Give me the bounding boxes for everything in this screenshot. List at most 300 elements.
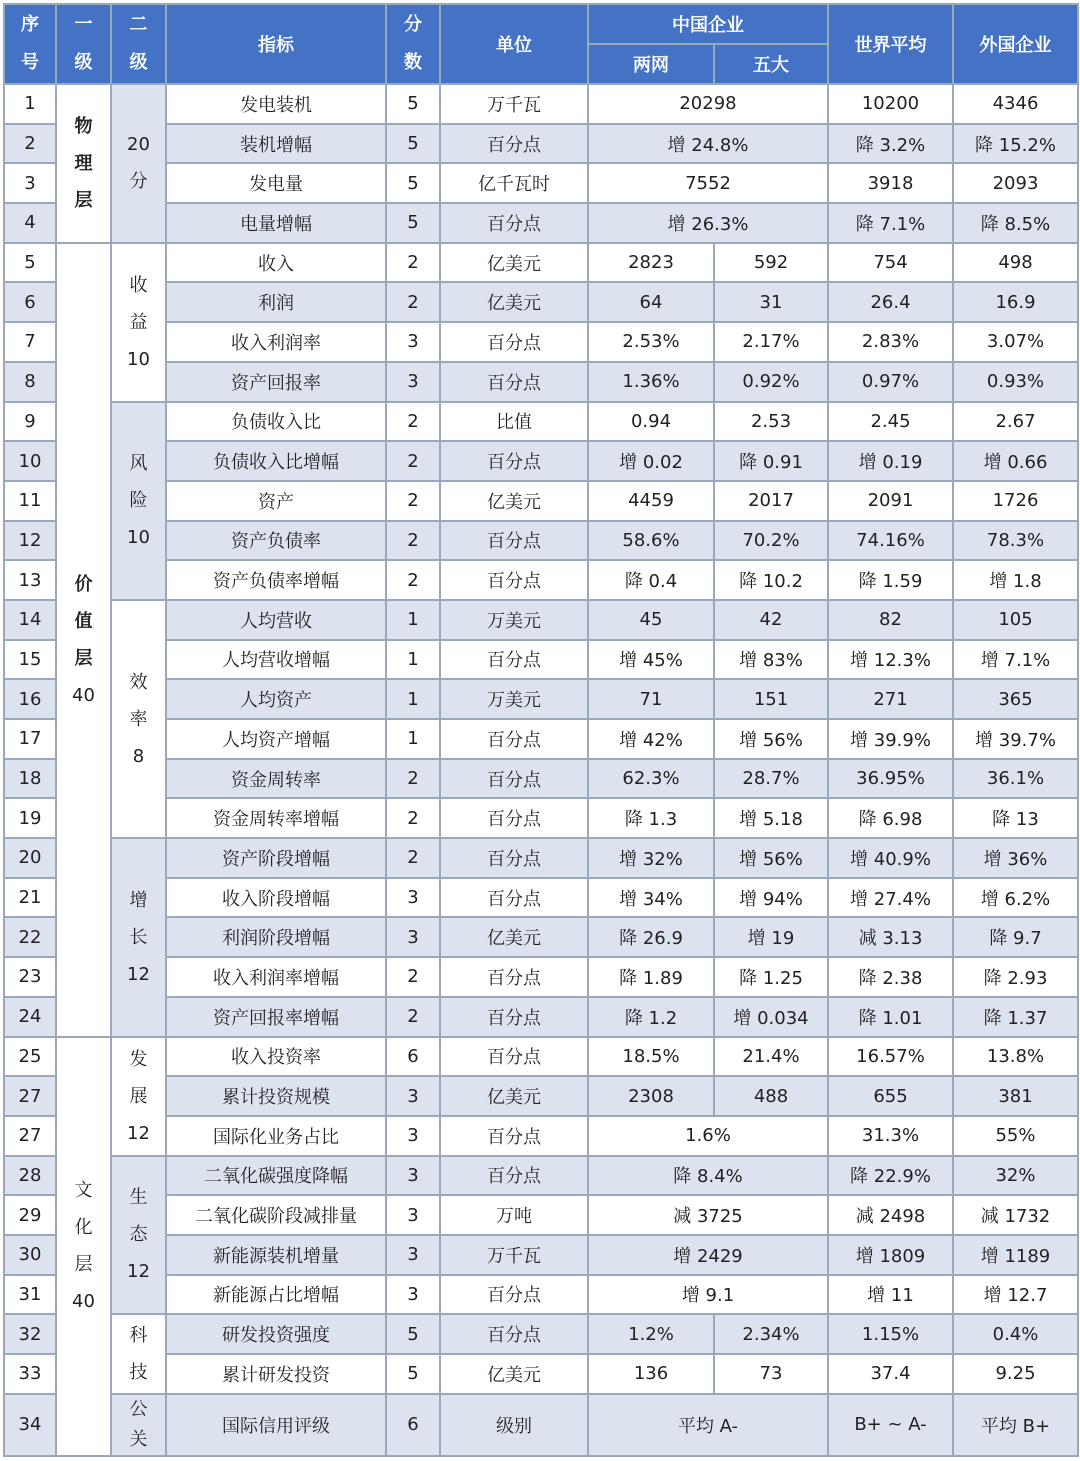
sgcc-value: 增 0.02	[588, 441, 714, 481]
foreign-value: 降 13	[953, 798, 1078, 838]
table-row	[4, 521, 1078, 561]
world-value: 降 3.2%	[828, 124, 953, 164]
indicator-name: 新能源装机增量	[166, 1235, 386, 1275]
unit: 百分点	[440, 521, 588, 561]
unit: 百分点	[440, 1037, 588, 1077]
unit: 万吨	[440, 1195, 588, 1235]
china-value: 1.6%	[588, 1116, 828, 1156]
sgcc-value: 2.53%	[588, 322, 714, 362]
row-number: 32	[4, 1314, 56, 1354]
world-value: 271	[828, 679, 953, 719]
table-row	[4, 1156, 1078, 1196]
unit: 百分点	[440, 957, 588, 997]
score: 1	[386, 719, 440, 759]
table-header	[4, 4, 1078, 84]
score: 3	[386, 1275, 440, 1315]
foreign-value: 498	[953, 243, 1078, 283]
subgroup-income: 收 益 10	[111, 243, 166, 402]
china-value: 降 8.4%	[588, 1156, 828, 1196]
unit: 百分点	[440, 838, 588, 878]
unit: 百分点	[440, 719, 588, 759]
row-number: 4	[4, 203, 56, 243]
china-value: 7552	[588, 163, 828, 203]
top5-value: 增 19	[714, 917, 828, 957]
foreign-value: 2.67	[953, 402, 1078, 442]
score: 2	[386, 243, 440, 283]
table-row	[4, 84, 1078, 124]
table-row	[4, 124, 1078, 164]
table-row	[4, 878, 1078, 918]
row-number: 14	[4, 600, 56, 640]
indicator-name: 人均资产	[166, 679, 386, 719]
indicator-name: 国际化业务占比	[166, 1116, 386, 1156]
sgcc-value: 4459	[588, 481, 714, 521]
table-row	[4, 560, 1078, 600]
sgcc-value: 2308	[588, 1076, 714, 1116]
row-number: 34	[4, 1394, 56, 1456]
table-body	[4, 84, 1078, 1456]
row-number: 3	[4, 163, 56, 203]
row-number: 15	[4, 640, 56, 680]
table-row	[4, 1354, 1078, 1394]
top5-value: 592	[714, 243, 828, 283]
score: 5	[386, 203, 440, 243]
unit: 亿美元	[440, 243, 588, 283]
world-value: 增 40.9%	[828, 838, 953, 878]
indicator-name: 收入利润率	[166, 322, 386, 362]
foreign-value: 381	[953, 1076, 1078, 1116]
china-value: 增 24.8%	[588, 124, 828, 164]
table-row	[4, 1195, 1078, 1235]
table-row	[4, 719, 1078, 759]
sgcc-value: 降 1.89	[588, 957, 714, 997]
table-row	[4, 957, 1078, 997]
foreign-value: 降 2.93	[953, 957, 1078, 997]
header-level1: 一 级	[56, 4, 111, 84]
foreign-value: 9.25	[953, 1354, 1078, 1394]
score: 2	[386, 402, 440, 442]
score: 5	[386, 1314, 440, 1354]
top5-value: 2017	[714, 481, 828, 521]
subgroup-efficiency: 效 率 8	[111, 600, 166, 838]
row-number: 17	[4, 719, 56, 759]
score: 1	[386, 679, 440, 719]
foreign-value: 增 1189	[953, 1235, 1078, 1275]
table-row	[4, 441, 1078, 481]
group-physical: 物 理 层	[56, 84, 111, 243]
row-number: 27	[4, 1116, 56, 1156]
table-row	[4, 997, 1078, 1037]
header-indicator: 指标	[166, 4, 386, 84]
foreign-value: 16.9	[953, 282, 1078, 322]
china-value: 平均 A-	[588, 1394, 828, 1456]
indicator-name: 发电装机	[166, 84, 386, 124]
unit: 万千瓦	[440, 84, 588, 124]
score: 2	[386, 997, 440, 1037]
foreign-value: 13.8%	[953, 1037, 1078, 1077]
row-number: 23	[4, 957, 56, 997]
world-value: 3918	[828, 163, 953, 203]
table-row	[4, 163, 1078, 203]
subgroup-develop: 发 展 12	[111, 1037, 166, 1156]
top5-value: 2.17%	[714, 322, 828, 362]
sgcc-value: 45	[588, 600, 714, 640]
top5-value: 增 83%	[714, 640, 828, 680]
indicator-name: 负债收入比	[166, 402, 386, 442]
unit: 百分点	[440, 640, 588, 680]
unit: 百分点	[440, 203, 588, 243]
unit: 百分点	[440, 1314, 588, 1354]
world-value: 31.3%	[828, 1116, 953, 1156]
foreign-value: 增 6.2%	[953, 878, 1078, 918]
indicator-name: 资产回报率	[166, 362, 386, 402]
score: 1	[386, 600, 440, 640]
foreign-value: 55%	[953, 1116, 1078, 1156]
table-row	[4, 203, 1078, 243]
row-number: 5	[4, 243, 56, 283]
score: 3	[386, 322, 440, 362]
score: 2	[386, 798, 440, 838]
unit: 万美元	[440, 600, 588, 640]
top5-value: 降 0.91	[714, 441, 828, 481]
foreign-value: 减 1732	[953, 1195, 1078, 1235]
world-value: 754	[828, 243, 953, 283]
score: 3	[386, 1195, 440, 1235]
top5-value: 增 56%	[714, 838, 828, 878]
sgcc-value: 2823	[588, 243, 714, 283]
unit: 亿美元	[440, 1076, 588, 1116]
world-value: 降 1.01	[828, 997, 953, 1037]
world-value: 2091	[828, 481, 953, 521]
world-value: 降 6.98	[828, 798, 953, 838]
sgcc-value: 增 34%	[588, 878, 714, 918]
top5-value: 降 10.2	[714, 560, 828, 600]
table-row	[4, 917, 1078, 957]
unit: 亿美元	[440, 1354, 588, 1394]
world-value: 1.15%	[828, 1314, 953, 1354]
header-unit: 单位	[440, 4, 588, 84]
indicator-name: 二氧化碳强度降幅	[166, 1156, 386, 1196]
row-number: 28	[4, 1156, 56, 1196]
china-value: 增 2429	[588, 1235, 828, 1275]
row-number: 20	[4, 838, 56, 878]
foreign-value: 0.4%	[953, 1314, 1078, 1354]
table-row	[4, 1394, 1078, 1456]
world-value: 10200	[828, 84, 953, 124]
unit: 百分点	[440, 441, 588, 481]
indicator-name: 发电量	[166, 163, 386, 203]
table-row	[4, 481, 1078, 521]
sgcc-value: 71	[588, 679, 714, 719]
top5-value: 增 5.18	[714, 798, 828, 838]
unit: 级别	[440, 1394, 588, 1456]
unit: 百分点	[440, 997, 588, 1037]
foreign-value: 0.93%	[953, 362, 1078, 402]
row-number: 13	[4, 560, 56, 600]
row-number: 2	[4, 124, 56, 164]
sgcc-value: 降 26.9	[588, 917, 714, 957]
table-row	[4, 243, 1078, 283]
sgcc-value: 增 42%	[588, 719, 714, 759]
score: 5	[386, 1354, 440, 1394]
header-top5: 五大	[714, 44, 828, 84]
unit: 比值	[440, 402, 588, 442]
unit: 亿美元	[440, 481, 588, 521]
unit: 百分点	[440, 759, 588, 799]
foreign-value: 降 9.7	[953, 917, 1078, 957]
indicator-name: 二氧化碳阶段减排量	[166, 1195, 386, 1235]
top5-value: 0.92%	[714, 362, 828, 402]
score: 3	[386, 878, 440, 918]
world-value: 36.95%	[828, 759, 953, 799]
world-value: 16.57%	[828, 1037, 953, 1077]
row-number: 9	[4, 402, 56, 442]
world-value: 0.97%	[828, 362, 953, 402]
row-number: 11	[4, 481, 56, 521]
foreign-value: 365	[953, 679, 1078, 719]
world-value: 降 2.38	[828, 957, 953, 997]
table-row	[4, 402, 1078, 442]
table-row	[4, 838, 1078, 878]
indicator-name: 收入利润率增幅	[166, 957, 386, 997]
sgcc-value: 降 0.4	[588, 560, 714, 600]
indicator-name: 人均资产增幅	[166, 719, 386, 759]
row-number: 21	[4, 878, 56, 918]
unit: 百分点	[440, 878, 588, 918]
score: 2	[386, 838, 440, 878]
row-number: 7	[4, 322, 56, 362]
world-value: 增 11	[828, 1275, 953, 1315]
sgcc-value: 增 45%	[588, 640, 714, 680]
unit: 百分点	[440, 1275, 588, 1315]
indicator-name: 装机增幅	[166, 124, 386, 164]
header-world: 世界平均	[828, 4, 953, 84]
score: 2	[386, 481, 440, 521]
sgcc-value: 136	[588, 1354, 714, 1394]
world-value: 37.4	[828, 1354, 953, 1394]
top5-value: 增 0.034	[714, 997, 828, 1037]
world-value: 增 39.9%	[828, 719, 953, 759]
row-number: 12	[4, 521, 56, 561]
row-number: 29	[4, 1195, 56, 1235]
row-number: 8	[4, 362, 56, 402]
table-row	[4, 282, 1078, 322]
foreign-value: 4346	[953, 84, 1078, 124]
world-value: 增 0.19	[828, 441, 953, 481]
score: 3	[386, 362, 440, 402]
unit: 百分点	[440, 322, 588, 362]
header-sgcc: 两网	[588, 44, 714, 84]
score: 3	[386, 917, 440, 957]
subgroup-tech: 科 技	[111, 1314, 166, 1393]
unit: 亿美元	[440, 282, 588, 322]
header-level2: 二 级	[111, 4, 166, 84]
foreign-value: 降 8.5%	[953, 203, 1078, 243]
sgcc-value: 1.2%	[588, 1314, 714, 1354]
score: 1	[386, 640, 440, 680]
foreign-value: 平均 B+	[953, 1394, 1078, 1456]
foreign-value: 78.3%	[953, 521, 1078, 561]
score: 5	[386, 163, 440, 203]
top5-value: 42	[714, 600, 828, 640]
group-value: 价 值 层 40	[56, 243, 111, 1037]
top5-value: 151	[714, 679, 828, 719]
world-value: 减 2498	[828, 1195, 953, 1235]
table-row	[4, 322, 1078, 362]
unit: 百分点	[440, 798, 588, 838]
world-value: 2.45	[828, 402, 953, 442]
world-value: 增 27.4%	[828, 878, 953, 918]
foreign-value: 降 15.2%	[953, 124, 1078, 164]
header-score: 分 数	[386, 4, 440, 84]
indicator-name: 电量增幅	[166, 203, 386, 243]
top5-value: 降 1.25	[714, 957, 828, 997]
sgcc-value: 18.5%	[588, 1037, 714, 1077]
score: 3	[386, 1156, 440, 1196]
unit: 百分点	[440, 1156, 588, 1196]
table-row	[4, 1235, 1078, 1275]
foreign-value: 2093	[953, 163, 1078, 203]
sgcc-value: 增 32%	[588, 838, 714, 878]
indicator-name: 收入	[166, 243, 386, 283]
sgcc-value: 降 1.2	[588, 997, 714, 1037]
top5-value: 31	[714, 282, 828, 322]
subgroup-ecology: 生 态 12	[111, 1156, 166, 1315]
score: 2	[386, 560, 440, 600]
top5-value: 28.7%	[714, 759, 828, 799]
score: 2	[386, 759, 440, 799]
indicator-name: 人均营收增幅	[166, 640, 386, 680]
sgcc-value: 58.6%	[588, 521, 714, 561]
score: 6	[386, 1037, 440, 1077]
world-value: 增 1809	[828, 1235, 953, 1275]
row-number: 31	[4, 1275, 56, 1315]
subgroup-risk: 风 险 10	[111, 402, 166, 600]
group-culture: 文 化 层 40	[56, 1037, 111, 1456]
top5-value: 73	[714, 1354, 828, 1394]
comparison-table	[3, 3, 1079, 1457]
table-row	[4, 640, 1078, 680]
table-row	[4, 1275, 1078, 1315]
row-number: 10	[4, 441, 56, 481]
score: 3	[386, 1116, 440, 1156]
indicator-name: 资产负债率	[166, 521, 386, 561]
world-value: 26.4	[828, 282, 953, 322]
top5-value: 增 94%	[714, 878, 828, 918]
foreign-value: 36.1%	[953, 759, 1078, 799]
indicator-name: 研发投资强度	[166, 1314, 386, 1354]
subgroup-growth: 增 长 12	[111, 838, 166, 1036]
foreign-value: 增 12.7	[953, 1275, 1078, 1315]
unit: 百分点	[440, 560, 588, 600]
table-row	[4, 759, 1078, 799]
table-row	[4, 1314, 1078, 1354]
score: 5	[386, 124, 440, 164]
indicator-name: 资产负债率增幅	[166, 560, 386, 600]
score: 3	[386, 1076, 440, 1116]
score: 2	[386, 521, 440, 561]
world-value: 655	[828, 1076, 953, 1116]
subgroup-20: 20 分	[111, 84, 166, 243]
indicator-name: 人均营收	[166, 600, 386, 640]
sgcc-value: 1.36%	[588, 362, 714, 402]
header-china: 中国企业	[588, 4, 828, 44]
score: 2	[386, 957, 440, 997]
indicator-name: 新能源占比增幅	[166, 1275, 386, 1315]
table-row	[4, 1037, 1078, 1077]
row-number: 24	[4, 997, 56, 1037]
row-number: 19	[4, 798, 56, 838]
row-number: 6	[4, 282, 56, 322]
foreign-value: 32%	[953, 1156, 1078, 1196]
world-value: B+ ~ A-	[828, 1394, 953, 1456]
foreign-value: 增 1.8	[953, 560, 1078, 600]
score: 3	[386, 1235, 440, 1275]
foreign-value: 3.07%	[953, 322, 1078, 362]
foreign-value: 增 7.1%	[953, 640, 1078, 680]
table-row	[4, 679, 1078, 719]
world-value: 82	[828, 600, 953, 640]
world-value: 降 1.59	[828, 560, 953, 600]
unit: 亿美元	[440, 917, 588, 957]
table-row	[4, 1116, 1078, 1156]
header-seq: 序 号	[4, 4, 56, 84]
foreign-value: 105	[953, 600, 1078, 640]
score: 2	[386, 282, 440, 322]
world-value: 2.83%	[828, 322, 953, 362]
indicator-name: 资产	[166, 481, 386, 521]
indicator-name: 利润阶段增幅	[166, 917, 386, 957]
foreign-value: 降 1.37	[953, 997, 1078, 1037]
china-value: 20298	[588, 84, 828, 124]
world-value: 74.16%	[828, 521, 953, 561]
indicator-name: 累计研发投资	[166, 1354, 386, 1394]
unit: 万美元	[440, 679, 588, 719]
china-value: 增 9.1	[588, 1275, 828, 1315]
world-value: 降 22.9%	[828, 1156, 953, 1196]
top5-value: 增 56%	[714, 719, 828, 759]
top5-value: 488	[714, 1076, 828, 1116]
subgroup-pr: 公 关	[111, 1394, 166, 1456]
top5-value: 21.4%	[714, 1037, 828, 1077]
row-number: 30	[4, 1235, 56, 1275]
indicator-name: 国际信用评级	[166, 1394, 386, 1456]
unit: 亿千瓦时	[440, 163, 588, 203]
indicator-name: 资产阶段增幅	[166, 838, 386, 878]
world-value: 降 7.1%	[828, 203, 953, 243]
score: 2	[386, 441, 440, 481]
foreign-value: 1726	[953, 481, 1078, 521]
foreign-value: 增 0.66	[953, 441, 1078, 481]
table-row	[4, 798, 1078, 838]
unit: 百分点	[440, 124, 588, 164]
sgcc-value: 64	[588, 282, 714, 322]
table-row	[4, 600, 1078, 640]
foreign-value: 增 36%	[953, 838, 1078, 878]
unit: 百分点	[440, 1116, 588, 1156]
world-value: 增 12.3%	[828, 640, 953, 680]
score: 5	[386, 84, 440, 124]
score: 6	[386, 1394, 440, 1456]
row-number: 22	[4, 917, 56, 957]
indicator-name: 资产回报率增幅	[166, 997, 386, 1037]
row-number: 16	[4, 679, 56, 719]
world-value: 减 3.13	[828, 917, 953, 957]
china-value: 增 26.3%	[588, 203, 828, 243]
row-number: 18	[4, 759, 56, 799]
unit: 万千瓦	[440, 1235, 588, 1275]
indicator-name: 累计投资规模	[166, 1076, 386, 1116]
